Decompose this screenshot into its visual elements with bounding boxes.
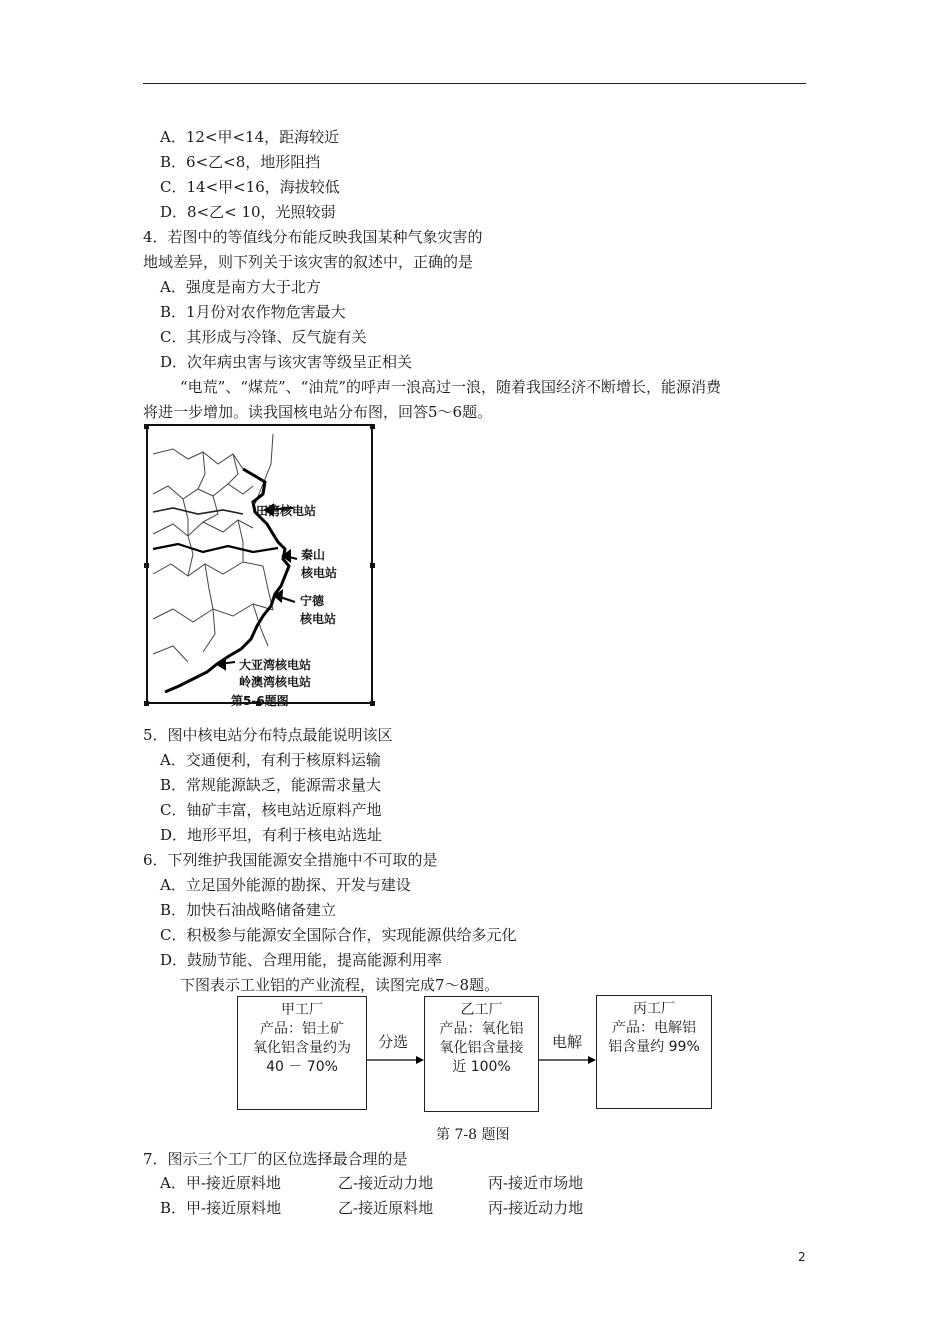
q3-option-d: D．8<乙< 10，光照较弱 <box>160 203 336 221</box>
factory-jia-content-1: 氧化铝含量约为 <box>253 1040 351 1056</box>
energy-intro-line1: “电荒”、“煤荒”、“油荒”的呼声一浪高过一浪，随着我国经济不断增长，能源消费 <box>180 378 722 396</box>
q7-option-a-bing: 丙-接近市场地 <box>488 1174 584 1192</box>
map-label-tianwan: 田湾核电站 <box>256 504 317 518</box>
factory-jia-box <box>237 996 367 1110</box>
arrow-label-electrolysis: 电解 <box>552 1033 583 1051</box>
map-label-qinshan-2: 核电站 <box>301 566 338 580</box>
energy-intro-line2: 将进一步增加。读我国核电站分布图，回答5～6题。 <box>143 403 493 421</box>
factory-bing-title: 丙工厂 <box>633 1001 675 1017</box>
q4-option-c: C．其形成与冷锋、反气旋有关 <box>160 328 367 346</box>
q7-option-a-yi: 乙-接近动力地 <box>338 1174 434 1192</box>
q6-stem: 6．下列维护我国能源安全措施中不可取的是 <box>143 851 438 869</box>
q4-option-b: B．1月份对农作物危害最大 <box>160 303 346 321</box>
q6-option-b: B．加快石油战略储备建立 <box>160 901 337 919</box>
map-label-lingao: 岭澳湾核电站 <box>239 675 312 689</box>
q4-option-a: A．强度是南方大于北方 <box>160 278 321 296</box>
q5-option-d: D．地形平坦，有利于核电站选址 <box>160 826 383 844</box>
q3-option-a: A．12<甲<14，距海较近 <box>160 128 340 146</box>
factory-yi-content-1: 氧化铝含量接 <box>439 1040 524 1056</box>
nuclear-plant-map <box>143 424 375 706</box>
q6-option-c: C．积极参与能源安全国际合作，实现能源供给多元化 <box>160 926 517 944</box>
q7-option-a-jia: A．甲-接近原料地 <box>160 1174 281 1192</box>
map-label-qinshan-1: 秦山 <box>301 548 326 562</box>
q5-option-c: C．铀矿丰富，核电站近原料产地 <box>160 801 382 819</box>
map-label-ningde-2: 核电站 <box>300 612 337 626</box>
factory-yi-content-2: 近 100% <box>452 1059 511 1075</box>
factory-yi-product: 产品：氧化铝 <box>439 1021 524 1037</box>
q4-stem-line2: 地域差异，则下列关于该灾害的叙述中，正确的是 <box>143 253 474 271</box>
q4-stem-line1: 4．若图中的等值线分布能反映我国某种气象灾害的 <box>143 228 483 246</box>
factory-yi-title: 乙工厂 <box>460 1002 503 1018</box>
q5-stem: 5．图中核电站分布特点最能说明该区 <box>143 726 393 744</box>
flow-caption: 第 7-8 题图 <box>436 1127 510 1143</box>
aluminum-intro: 下图表示工业铝的产业流程，读图完成7～8题。 <box>180 976 500 994</box>
map-caption: 第5-6题图 <box>231 694 289 708</box>
header-rule <box>143 83 806 84</box>
q7-option-b-yi: 乙-接近原料地 <box>338 1199 434 1217</box>
map-label-dayawan: 大亚湾核电站 <box>239 658 312 672</box>
factory-jia-product: 产品：铝土矿 <box>260 1021 344 1037</box>
arrow-label-sorting: 分选 <box>378 1033 409 1051</box>
q7-stem: 7．图示三个工厂的区位选择最合理的是 <box>143 1150 408 1168</box>
q6-option-d: D．鼓励节能、合理用能，提高能源利用率 <box>160 951 443 969</box>
q5-option-a: A．交通便利，有利于核原料运输 <box>160 751 381 769</box>
flow-arrows <box>367 1050 597 1070</box>
map-label-ningde-1: 宁德 <box>300 594 325 608</box>
factory-jia-title: 甲工厂 <box>281 1002 323 1018</box>
q3-option-c: C．14<甲<16，海拔较低 <box>160 178 340 196</box>
q7-option-b-bing: 丙-接近动力地 <box>488 1199 584 1217</box>
q4-option-d: D．次年病虫害与该灾害等级呈正相关 <box>160 353 413 371</box>
page-number: 2 <box>798 1250 806 1264</box>
q5-option-b: B．常规能源缺乏，能源需求量大 <box>160 776 382 794</box>
q7-option-b-jia: B．甲-接近原料地 <box>160 1199 282 1217</box>
factory-bing-box <box>596 995 712 1109</box>
q6-option-a: A．立足国外能源的勘探、开发与建设 <box>160 876 411 894</box>
factory-bing-content: 铝含量约 99% <box>608 1039 700 1055</box>
factory-bing-product: 产品：电解铝 <box>612 1020 696 1036</box>
q3-option-b: B．6<乙<8，地形阻挡 <box>160 153 321 171</box>
factory-jia-content-2: 40 － 70% <box>266 1059 338 1075</box>
